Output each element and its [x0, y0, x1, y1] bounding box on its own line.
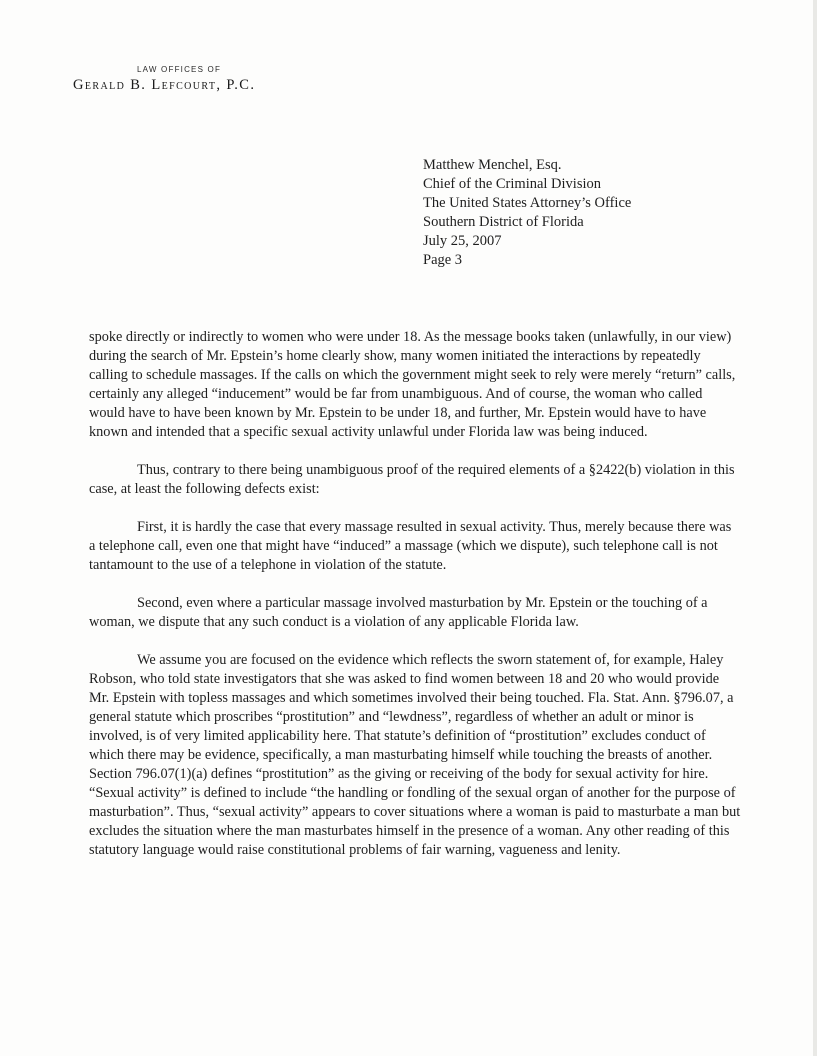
- recipient-office: The United States Attorney’s Office: [423, 195, 632, 211]
- body-paragraph: First, it is hardly the case that every massage resulted in sexual activity. Thus, merely because there was a telephone call, even one that might have “induced” a massage (which we dispute), such telephone call is not tantamount to the use of a telephone in violation of the statute.: [89, 519, 732, 573]
- letterhead-firm-name: Gerald B. Lefcourt, P.C.: [73, 77, 256, 93]
- letterhead-law-offices: LAW OFFICES OF: [137, 65, 222, 74]
- letter-date: July 25, 2007: [423, 233, 502, 249]
- recipient-address-block: [423, 156, 631, 270]
- recipient-district: Southern District of Florida: [423, 214, 584, 230]
- body-paragraph: Thus, contrary to there being unambiguous proof of the required elements of a §2422(b) violation in this case, at least the following defects exist:: [89, 462, 735, 497]
- page-number: Page 3: [423, 252, 463, 268]
- body-paragraph: Second, even where a particular massage involved masturbation by Mr. Epstein or the touching of a woman, we dispute that any such conduct is a violation of any applicable Florida law.: [89, 595, 708, 630]
- body-paragraph: spoke directly or indirectly to women who were under 18. As the message books taken (unlawfully, in our view) during the search of Mr. Epstein’s home clearly show, many women initiated the interactions by repeatedly calling to schedule massages. If the calls on which the government might seek to rely were merely “return” calls, certainly any alleged “inducement” would be far from unambiguous. And of course, the woman who called would have to have been known by Mr. Epstein to be under 18, and further, Mr. Epstein would have to have known and intended that a specific sexual activity unlawful under Florida law was being induced.: [89, 329, 736, 440]
- recipient-name: Matthew Menchel, Esq.: [423, 157, 562, 173]
- recipient-title: Chief of the Criminal Division: [423, 176, 602, 192]
- letter-body: [89, 328, 741, 879]
- body-paragraph: We assume you are focused on the evidence which reflects the sworn statement of, for example, Haley Robson, who told state investigators that she was asked to find women between 18 and 20 who would provide Mr. Epstein with topless massages and which sometimes involved their being touched. Fla. Stat. Ann. §796.07, a general statute which proscribes “prostitution” and “lewdness”, regardless of whether an adult or minor is involved, is of very limited applicability here. That statute’s definition of “prostitution” excludes conduct of which there may be evidence, specifically, a man masturbating himself while touching the breasts of another. Section 796.07(1)(a) defines “prostitution” as the giving or receiving of the body for sexual activity for hire. “Sexual activity” is defined to include “the handling or fondling of the sexual organ of another for the purpose of masturbation”. Thus, “sexual activity” appears to cover situations where a woman is paid to masturbate a man but excludes the situation where the man masturbates himself in the presence of a woman. Any other reading of this statutory language would raise constitutional problems of fair warning, vagueness and lenity.: [89, 652, 741, 858]
- scan-edge-shadow: [813, 0, 817, 1056]
